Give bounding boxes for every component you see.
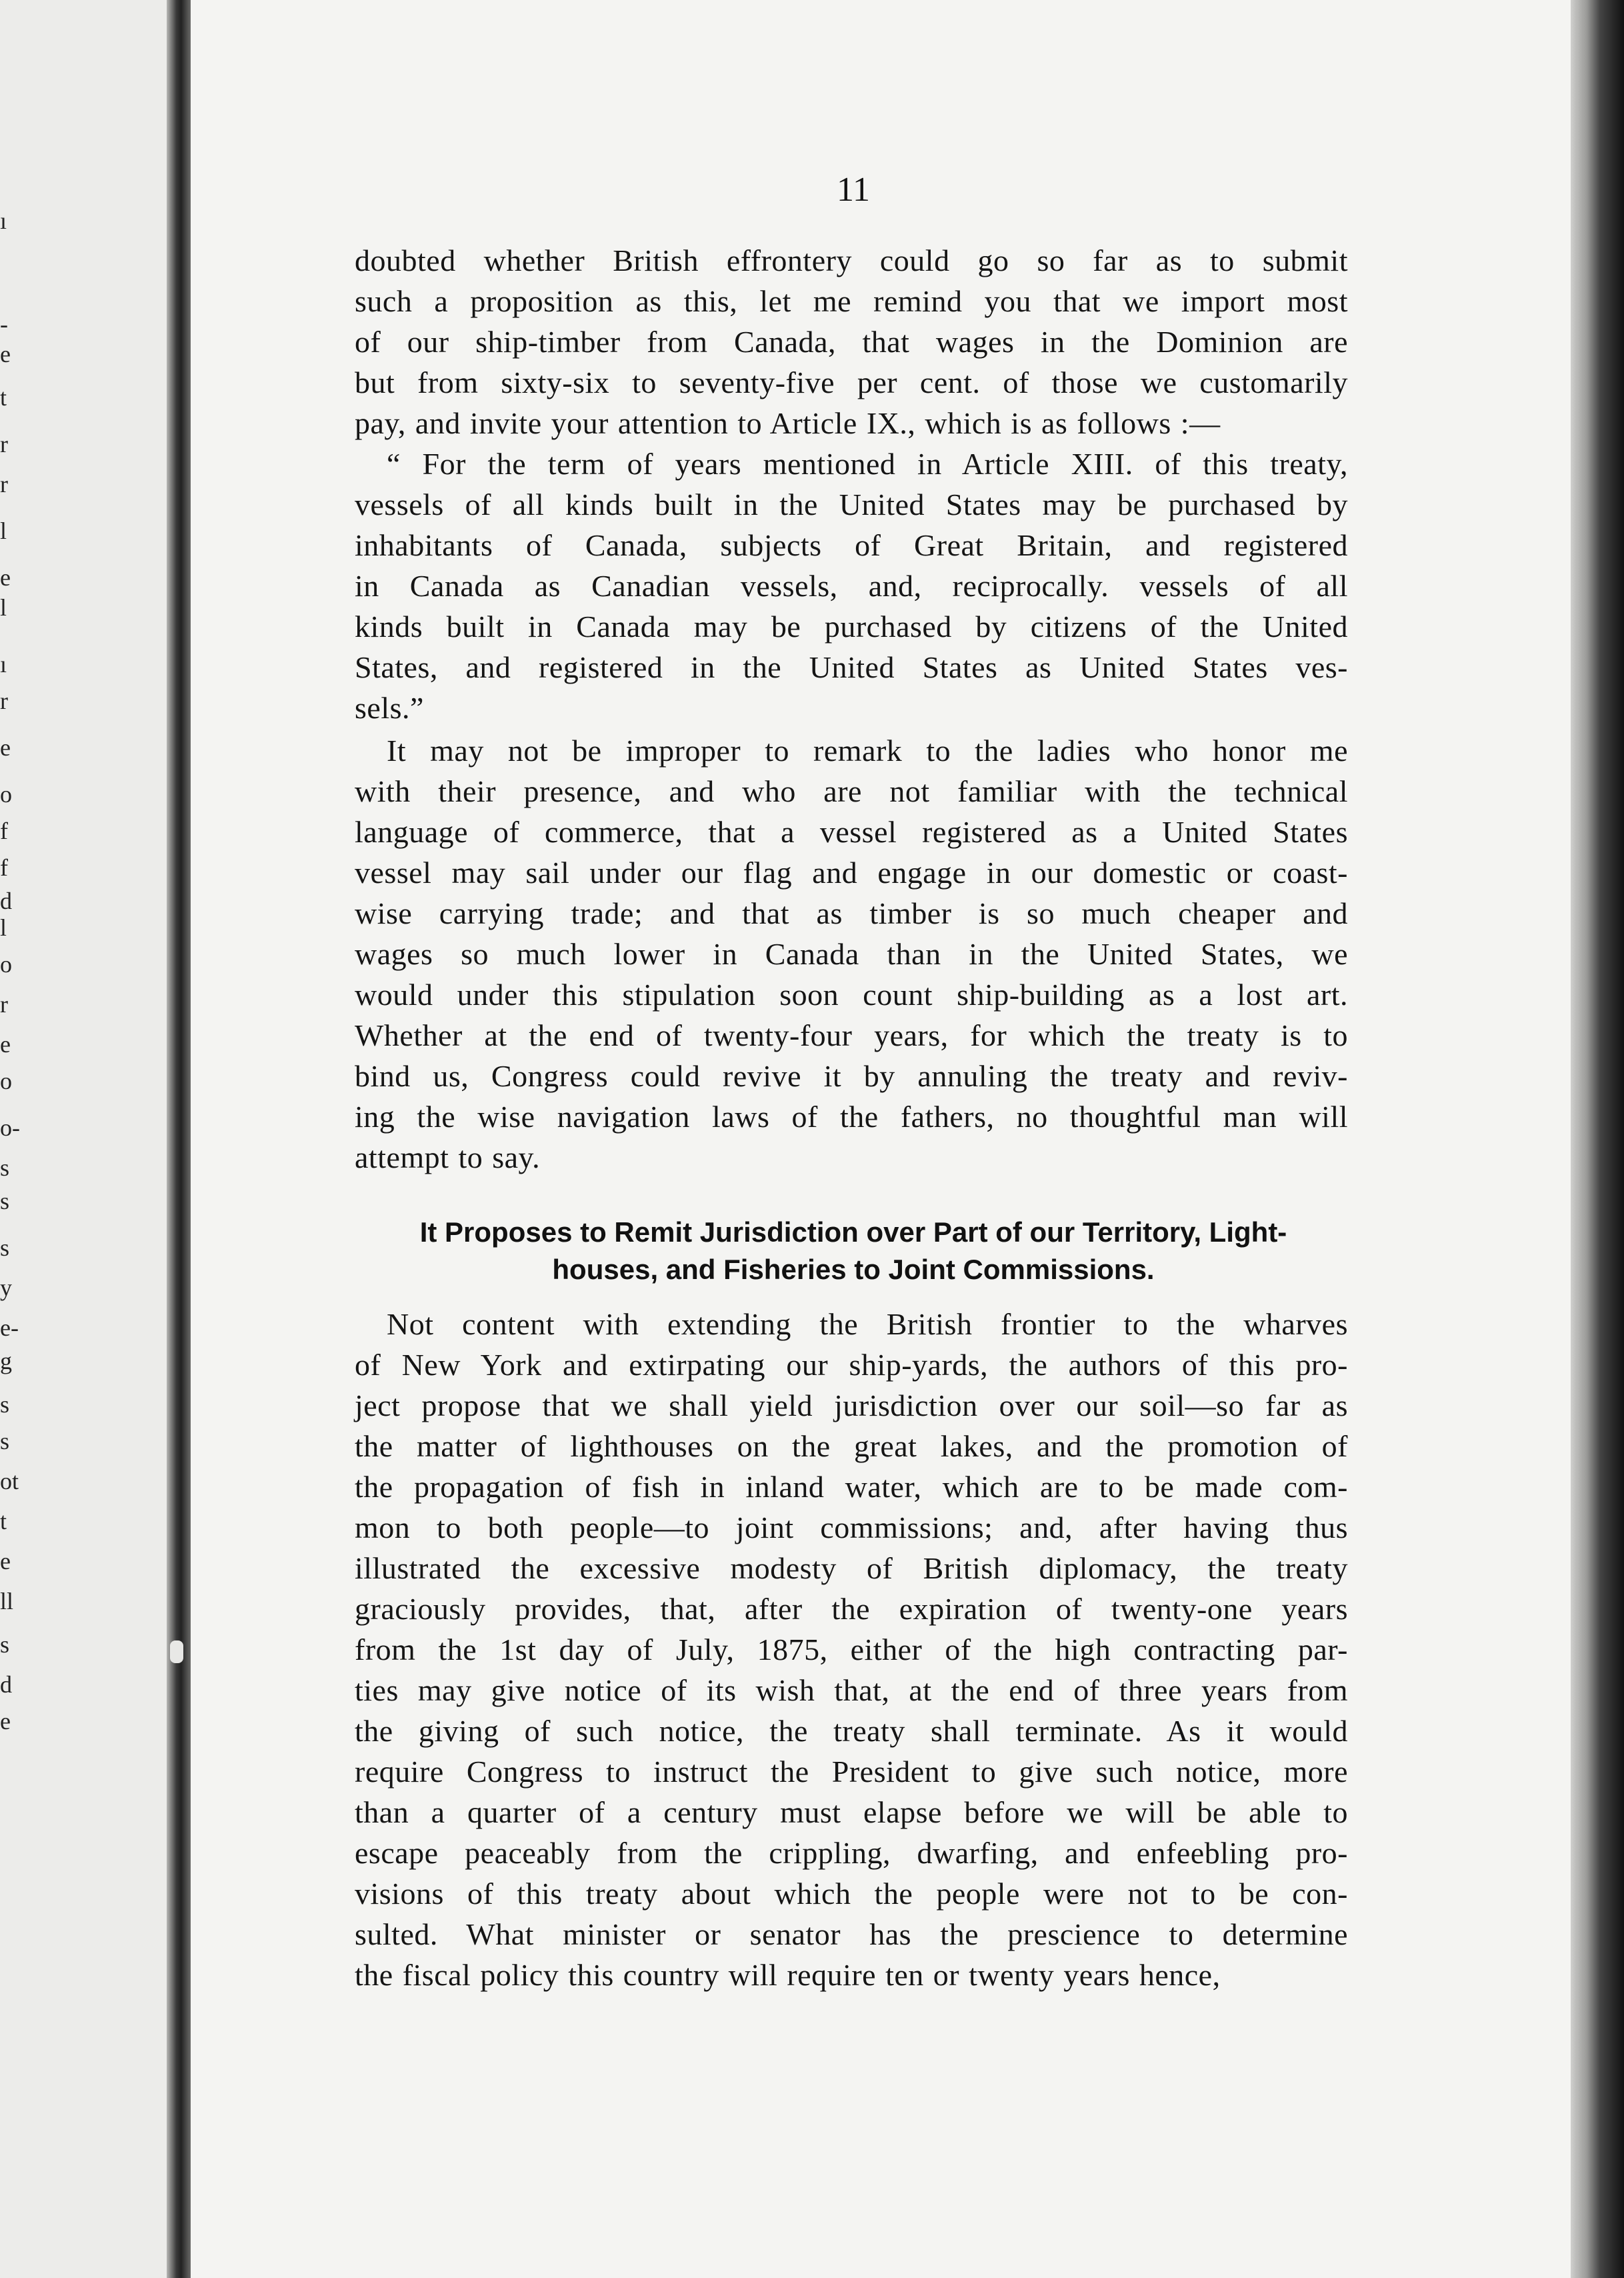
margin-letter: s (0, 1391, 10, 1418)
text-line: sulted. What minister or senator has the prescience to determine (355, 1917, 1348, 1951)
margin-letter: l (0, 517, 7, 544)
margin-letter: d (0, 888, 12, 914)
margin-letter: l (0, 594, 7, 621)
page-number: 11 (836, 171, 871, 209)
margin-letter: d (0, 1671, 12, 1698)
margin-letter: t (0, 1508, 7, 1534)
text-line: It may not be improper to remark to the ladies who honor me (387, 734, 1348, 768)
margin-letter: g (0, 1348, 12, 1374)
margin-letter: ot (0, 1468, 19, 1494)
margin-letter: ı (0, 207, 7, 234)
margin-letter: o (0, 951, 12, 978)
margin-letter: e- (0, 1314, 19, 1341)
text-line: such a proposition as this, let me remind you that we import most (355, 284, 1348, 318)
margin-letter: r (0, 991, 8, 1018)
paragraph-registration (355, 730, 1348, 1178)
margin-letter: f (0, 854, 8, 881)
text-line: escape peaceably from the crippling, dwarfing, and enfeebling pro- (355, 1836, 1348, 1870)
section-heading (360, 1214, 1347, 1288)
treaty-quotation (355, 443, 1348, 728)
margin-letter: l (0, 914, 7, 941)
margin-letter: r (0, 431, 8, 457)
text-line: graciously provides, that, after the expiration of twenty-one years (355, 1592, 1348, 1626)
margin-letter: e (0, 1708, 11, 1735)
text-line: in Canada as Canadian vessels, and, reciprocally. vessels of all (355, 569, 1348, 603)
text-line: of New York and extirpating our ship-yards, the authors of this pro- (355, 1348, 1348, 1382)
margin-letter: o- (0, 1114, 20, 1141)
margin-letter: t (0, 384, 7, 411)
margin-letter: s (0, 1631, 10, 1658)
text-line: inhabitants of Canada, subjects of Great Britain, and registered (355, 528, 1348, 562)
text-line: would under this stipulation soon count ship-building as a lost art. (355, 978, 1348, 1012)
margin-letter: r (0, 688, 8, 714)
margin-letter: f (0, 818, 8, 844)
margin-letter: o (0, 781, 12, 808)
margin-letter: s (0, 1188, 10, 1214)
text-line: wages so much lower in Canada than in the United States, we (355, 937, 1348, 971)
text-line: “ For the term of years mentioned in Article XIII. of this treaty, (387, 447, 1348, 481)
margin-letter: e (0, 1031, 11, 1058)
text-line: sels.” (355, 691, 424, 725)
text-line: kinds built in Canada may be purchased by citizens of the United (355, 610, 1348, 644)
margin-letter: r (0, 471, 8, 497)
text-line: require Congress to instruct the President to give such notice, more (355, 1755, 1348, 1789)
text-line: illustrated the excessive modesty of British diplomacy, the treaty (355, 1551, 1348, 1585)
text-line: wise carrying trade; and that as timber is so much cheaper and (355, 896, 1348, 930)
margin-letter: e (0, 1548, 11, 1574)
text-line: of our ship-timber from Canada, that wages in the Dominion are (355, 325, 1348, 359)
paragraph-opening (355, 240, 1348, 443)
text-line: ject propose that we shall yield jurisdiction over our soil—so far as (355, 1388, 1348, 1422)
text-line: language of commerce, that a vessel registered as a United States (355, 815, 1348, 849)
text-line: with their presence, and who are not familiar with the technical (355, 774, 1348, 808)
text-line: Whether at the end of twenty-four years, for which the treaty is to (355, 1018, 1348, 1052)
margin-letter: s (0, 1154, 10, 1181)
text-line: the propagation of fish in inland water, which are to be made com- (355, 1470, 1348, 1504)
text-line: the matter of lighthouses on the great lakes, and the promotion of (355, 1429, 1348, 1463)
text-line: visions of this treaty about which the people were not to be con- (355, 1877, 1348, 1911)
margin-letter: ı (0, 651, 7, 678)
text-line: attempt to say. (355, 1140, 541, 1174)
text-line: the giving of such notice, the treaty shall terminate. As it would (355, 1714, 1348, 1748)
margin-letter: e (0, 564, 11, 591)
text-line: doubted whether British effrontery could go so far as to submit (355, 243, 1348, 277)
margin-letter: s (0, 1234, 10, 1261)
margin-letter: ll (0, 1588, 14, 1614)
margin-letter: y (0, 1274, 12, 1301)
scan-speck (170, 1640, 183, 1663)
margin-letter: e (0, 734, 11, 761)
book-spine (167, 0, 191, 2278)
paragraph-jurisdiction (355, 1304, 1348, 1995)
margin-letter: - (0, 311, 8, 337)
heading-line: houses, and Fisheries to Joint Commissions. (552, 1254, 1155, 1285)
text-line: Not content with extending the British frontier to the wharves (387, 1307, 1348, 1341)
text-line: vessel may sail under our flag and engage in our domestic or coast- (355, 856, 1348, 890)
text-line: pay, and invite your attention to Article IX., which is as follows :— (355, 406, 1221, 440)
text-line: bind us, Congress could revive it by annuling the treaty and reviv- (355, 1059, 1348, 1093)
text-line: from the 1st day of July, 1875, either of the high contracting par- (355, 1632, 1348, 1666)
margin-letter: o (0, 1068, 12, 1094)
text-line: vessels of all kinds built in the United States may be purchased by (355, 487, 1348, 521)
text-line: the fiscal policy this country will require ten or twenty years hence, (355, 1958, 1221, 1992)
heading-line: It Proposes to Remit Jurisdiction over Part of our Territory, Light- (419, 1216, 1287, 1248)
text-line: ing the wise navigation laws of the fathers, no thoughtful man will (355, 1100, 1348, 1134)
margin-letter: s (0, 1428, 10, 1454)
facing-page-edge (0, 0, 167, 2278)
text-line: ties may give notice of its wish that, at the end of three years from (355, 1673, 1348, 1707)
text-line: States, and registered in the United States as United States ves- (355, 650, 1348, 684)
text-line: than a quarter of a century must elapse before we will be able to (355, 1795, 1348, 1829)
page-right-edge (1571, 0, 1624, 2278)
text-line: mon to both people—to joint commissions; and, after having thus (355, 1510, 1348, 1544)
text-line: but from sixty-six to seventy-five per cent. of those we customarily (355, 365, 1348, 399)
margin-letter: e (0, 341, 11, 367)
